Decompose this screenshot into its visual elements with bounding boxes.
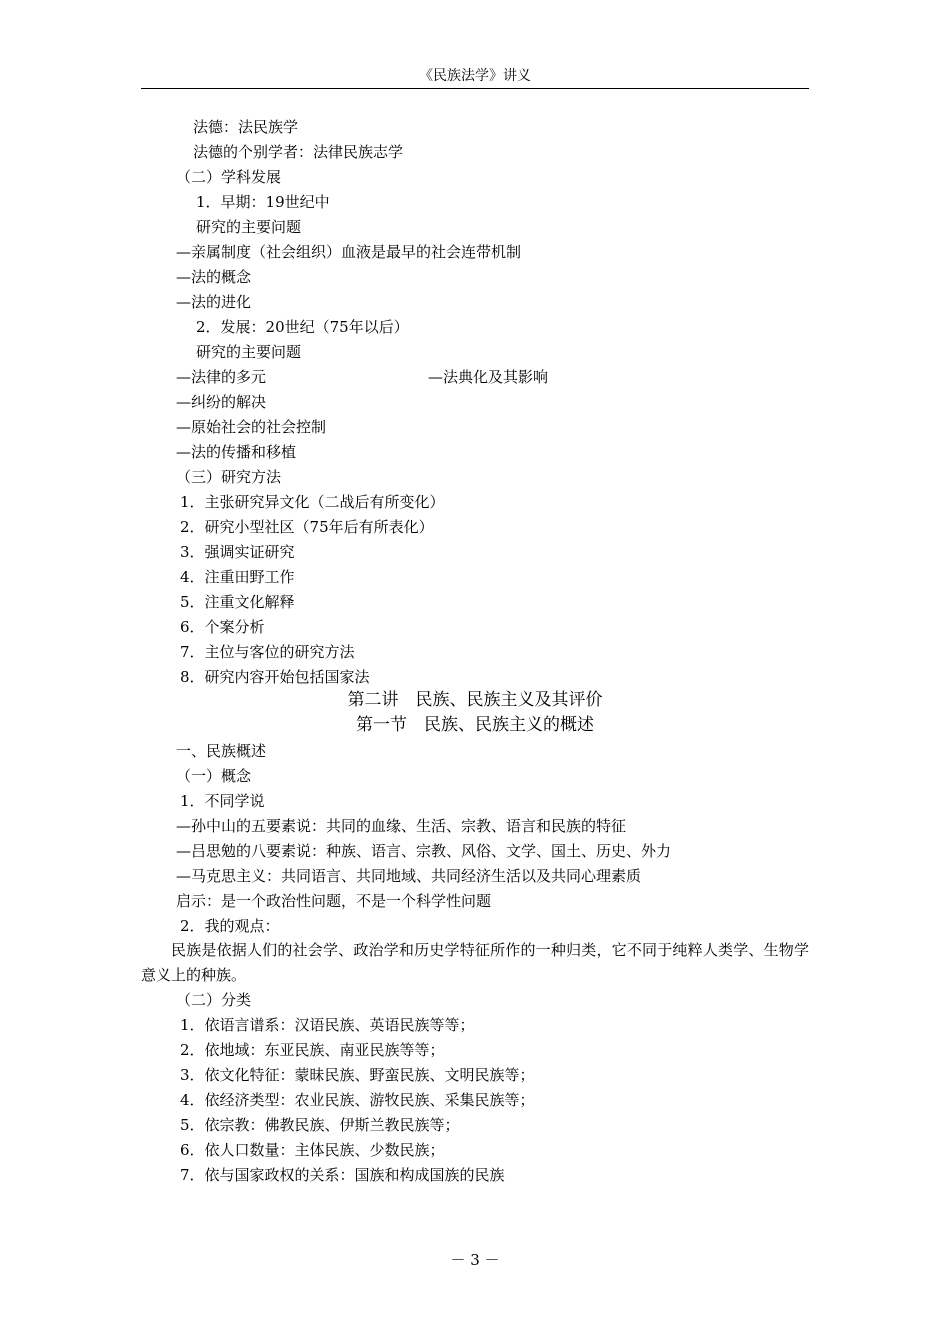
list-item: 1．主张研究异文化（二战后有所变化） <box>180 493 445 511</box>
list-item: 4．依经济类型：农业民族、游牧民族、采集民族等； <box>180 1091 535 1109</box>
list-item: 6．依人口数量：主体民族、少数民族； <box>180 1141 445 1159</box>
list-item: 5．注重文化解释 <box>180 593 295 611</box>
text-line: —法律的多元 <box>176 368 267 386</box>
list-item: 7．依与国家政权的关系：国族和构成国族的民族 <box>180 1166 505 1184</box>
list-item: 3．强调实证研究 <box>180 543 295 561</box>
list-item: 2．研究小型社区（75年后有所表化） <box>180 518 434 536</box>
section-title: 第一节 民族、民族主义的概述 <box>356 715 594 735</box>
list-item: 1．不同学说 <box>180 792 265 810</box>
list-item: 2．我的观点： <box>180 917 280 935</box>
text-line: 研究的主要问题 <box>196 343 302 361</box>
text-line: —孙中山的五要素说：共同的血缘、生活、宗教、语言和民族的特征 <box>176 817 627 835</box>
page-header: 《民族法学》讲义 <box>141 66 809 89</box>
text-line: —马克思主义：共同语言、共同地域、共同经济生活以及共同心理素质 <box>176 867 642 885</box>
list-item: 7．主位与客位的研究方法 <box>180 643 355 661</box>
text-line: —原始社会的社会控制 <box>176 418 327 436</box>
list-item: 6．个案分析 <box>180 618 265 636</box>
section-heading: 一、民族概述 <box>176 742 267 760</box>
text-line: 1．早期：19世纪中 <box>196 193 330 211</box>
section-heading: （一）概念 <box>176 767 252 785</box>
section-heading: （三）研究方法 <box>176 468 282 486</box>
list-item: 8．研究内容开始包括国家法 <box>180 668 370 686</box>
page-number: － 3 － <box>450 1251 500 1269</box>
list-item: 2．依地域：东亚民族、南亚民族等等； <box>180 1041 445 1059</box>
text-line: 法德：法民族学 <box>193 118 299 136</box>
text-line: —亲属制度（社会组织）血液是最早的社会连带机制 <box>176 243 522 261</box>
list-item: 5．依宗教：佛教民族、伊斯兰教民族等； <box>180 1116 460 1134</box>
text-line: 研究的主要问题 <box>196 218 302 236</box>
text-line: —纠纷的解决 <box>176 393 267 411</box>
section-heading: （二）分类 <box>176 991 252 1009</box>
lecture-title: 第二讲 民族、民族主义及其评价 <box>347 690 603 710</box>
text-line: —法典化及其影响 <box>428 368 549 386</box>
text-line: —法的传播和移植 <box>176 443 297 461</box>
text-line: —吕思勉的八要素说：种族、语言、宗教、风俗、文学、国土、历史、外力 <box>176 842 672 860</box>
section-heading: （二）学科发展 <box>176 168 282 186</box>
text-line: —法的进化 <box>176 293 252 311</box>
list-item: 4．注重田野工作 <box>180 568 295 586</box>
text-line: —法的概念 <box>176 268 252 286</box>
paragraph: 民族是依据人们的社会学、政治学和历史学特征所作的一种归类，它不同于纯粹人类学、生物学意义上的种族。 <box>141 941 809 984</box>
text-line: 法德的个别学者：法律民族志学 <box>193 143 404 161</box>
text-line: 启示：是一个政治性问题，不是一个科学性问题 <box>176 892 492 910</box>
text-line: 2．发展：20世纪（75年以后） <box>196 318 409 336</box>
list-item: 1．依语言谱系：汉语民族、英语民族等等； <box>180 1016 475 1034</box>
list-item: 3．依文化特征：蒙昧民族、野蛮民族、文明民族等； <box>180 1066 535 1084</box>
